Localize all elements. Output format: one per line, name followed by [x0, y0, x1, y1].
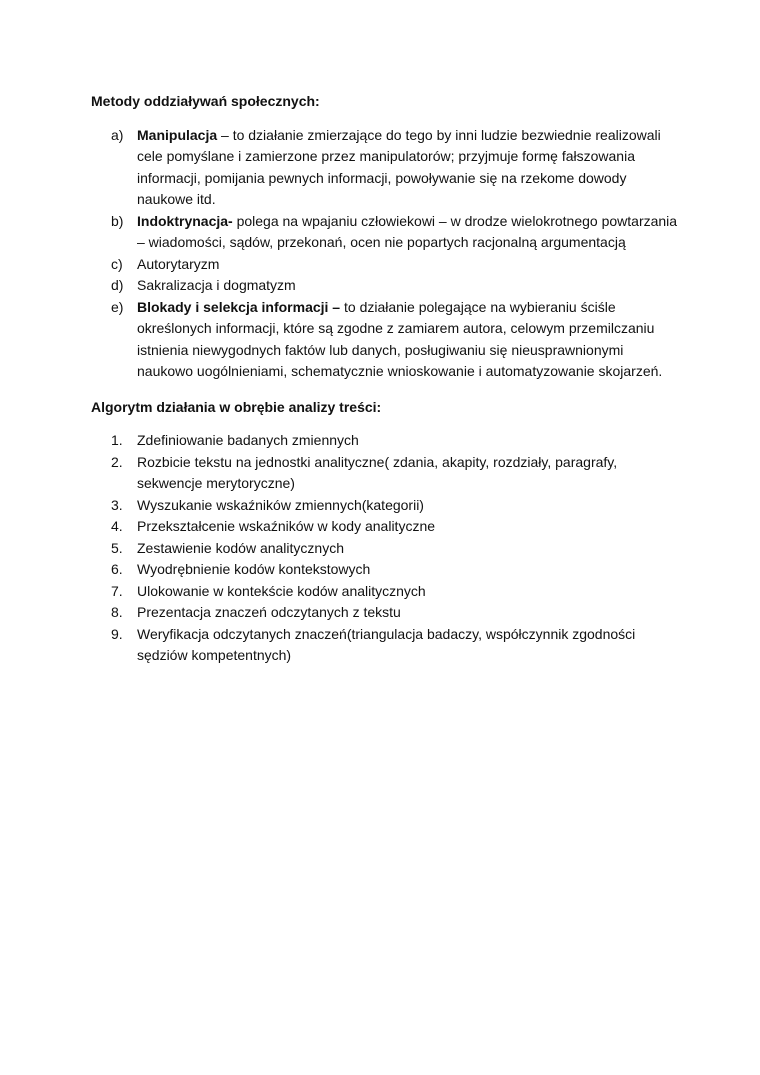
list-marker: 6.: [111, 561, 123, 577]
item-text: Sakralizacja i dogmatyzm: [137, 277, 296, 293]
list-marker: 8.: [111, 604, 123, 620]
item-text: Ulokowanie w kontekście kodów analitycznych: [137, 582, 426, 599]
list-item: [91, 254, 681, 276]
list-marker: d): [111, 277, 124, 293]
item-text: polega na wpajaniu człowiekowi – w drodze wielokrotnego powtarzania – wiadomości, sądów, przekonań, ocen nie popartych racjonalną argumentacją: [137, 212, 678, 250]
list-marker: 4.: [111, 518, 123, 534]
item-text: Weryfikacja odczytanych znaczeń(triangulacja badaczy, współczynnik zgodności sędziów kompetentnych): [137, 625, 636, 663]
list-marker: 5.: [111, 539, 123, 556]
item-text: Prezentacja znaczeń odczytanych z tekstu: [137, 604, 401, 620]
item-text: Zestawienie kodów analitycznych: [137, 539, 344, 556]
item-text: Wyszukanie wskaźników zmiennych(kategorii): [137, 496, 424, 513]
list-item: [91, 602, 681, 624]
section-heading-algorithm: Algorytm działania w obrębie analizy treści:: [91, 398, 382, 415]
item-text: Wyodrębnienie kodów kontekstowych: [137, 561, 371, 577]
list-item: [91, 495, 681, 517]
list-marker: 2.: [111, 453, 123, 470]
section-heading-methods: Metody oddziaływań społecznych:: [91, 93, 320, 109]
list-item: [91, 516, 681, 538]
algorithm-list: [91, 430, 681, 667]
list-item: [91, 452, 681, 495]
term-label: Manipulacja: [137, 126, 218, 143]
list-item: [91, 559, 681, 581]
item-text: – to działanie zmierzające do tego by inni ludzie bezwiednie realizowali cele pomyślane i zamierzone przez manipulatorów; przyjmuje formę fałszowania informacji, pomijania pewnych informacji, powoływanie się na rzekome dowody naukowe itd.: [137, 126, 661, 207]
list-marker: c): [111, 255, 123, 272]
item-text: Przekształcenie wskaźników w kody analityczne: [137, 518, 436, 534]
list-marker: 1.: [111, 432, 123, 448]
list-item: [91, 275, 681, 297]
list-marker: 7.: [111, 582, 123, 599]
list-item: [91, 297, 681, 383]
list-marker: a): [111, 126, 124, 143]
document-body: [91, 91, 681, 667]
item-text: to działanie polegające na wybieraniu ściśle określonych informacji, które są zgodne z zamiarem autora, celowym przemilczaniu istnienia niewygodnych faktów lub danych, posługiwaniu się nieusprawnionymi naukowo uogólnieniami, schematycznie wnioskowanie i automatyzowanie skojarzeń.: [137, 298, 663, 379]
list-marker: 3.: [111, 496, 123, 513]
list-marker: e): [111, 298, 124, 315]
list-item: [91, 538, 681, 560]
list-item: [91, 624, 681, 667]
list-item: [91, 581, 681, 603]
list-marker: 9.: [111, 625, 123, 642]
term-label: Indoktrynacja-: [137, 212, 233, 229]
list-marker: b): [111, 212, 124, 229]
list-item: [91, 430, 681, 452]
term-label: Blokady i selekcja informacji –: [137, 298, 341, 315]
list-item: [91, 125, 681, 211]
item-text: Rozbicie tekstu na jednostki analityczne( zdania, akapity, rozdziały, paragrafy, sekwencje merytoryczne): [137, 453, 618, 491]
item-text: Autorytaryzm: [137, 255, 220, 272]
list-item: [91, 211, 681, 254]
methods-list: [91, 125, 681, 383]
item-text: Zdefiniowanie badanych zmiennych: [137, 432, 359, 448]
